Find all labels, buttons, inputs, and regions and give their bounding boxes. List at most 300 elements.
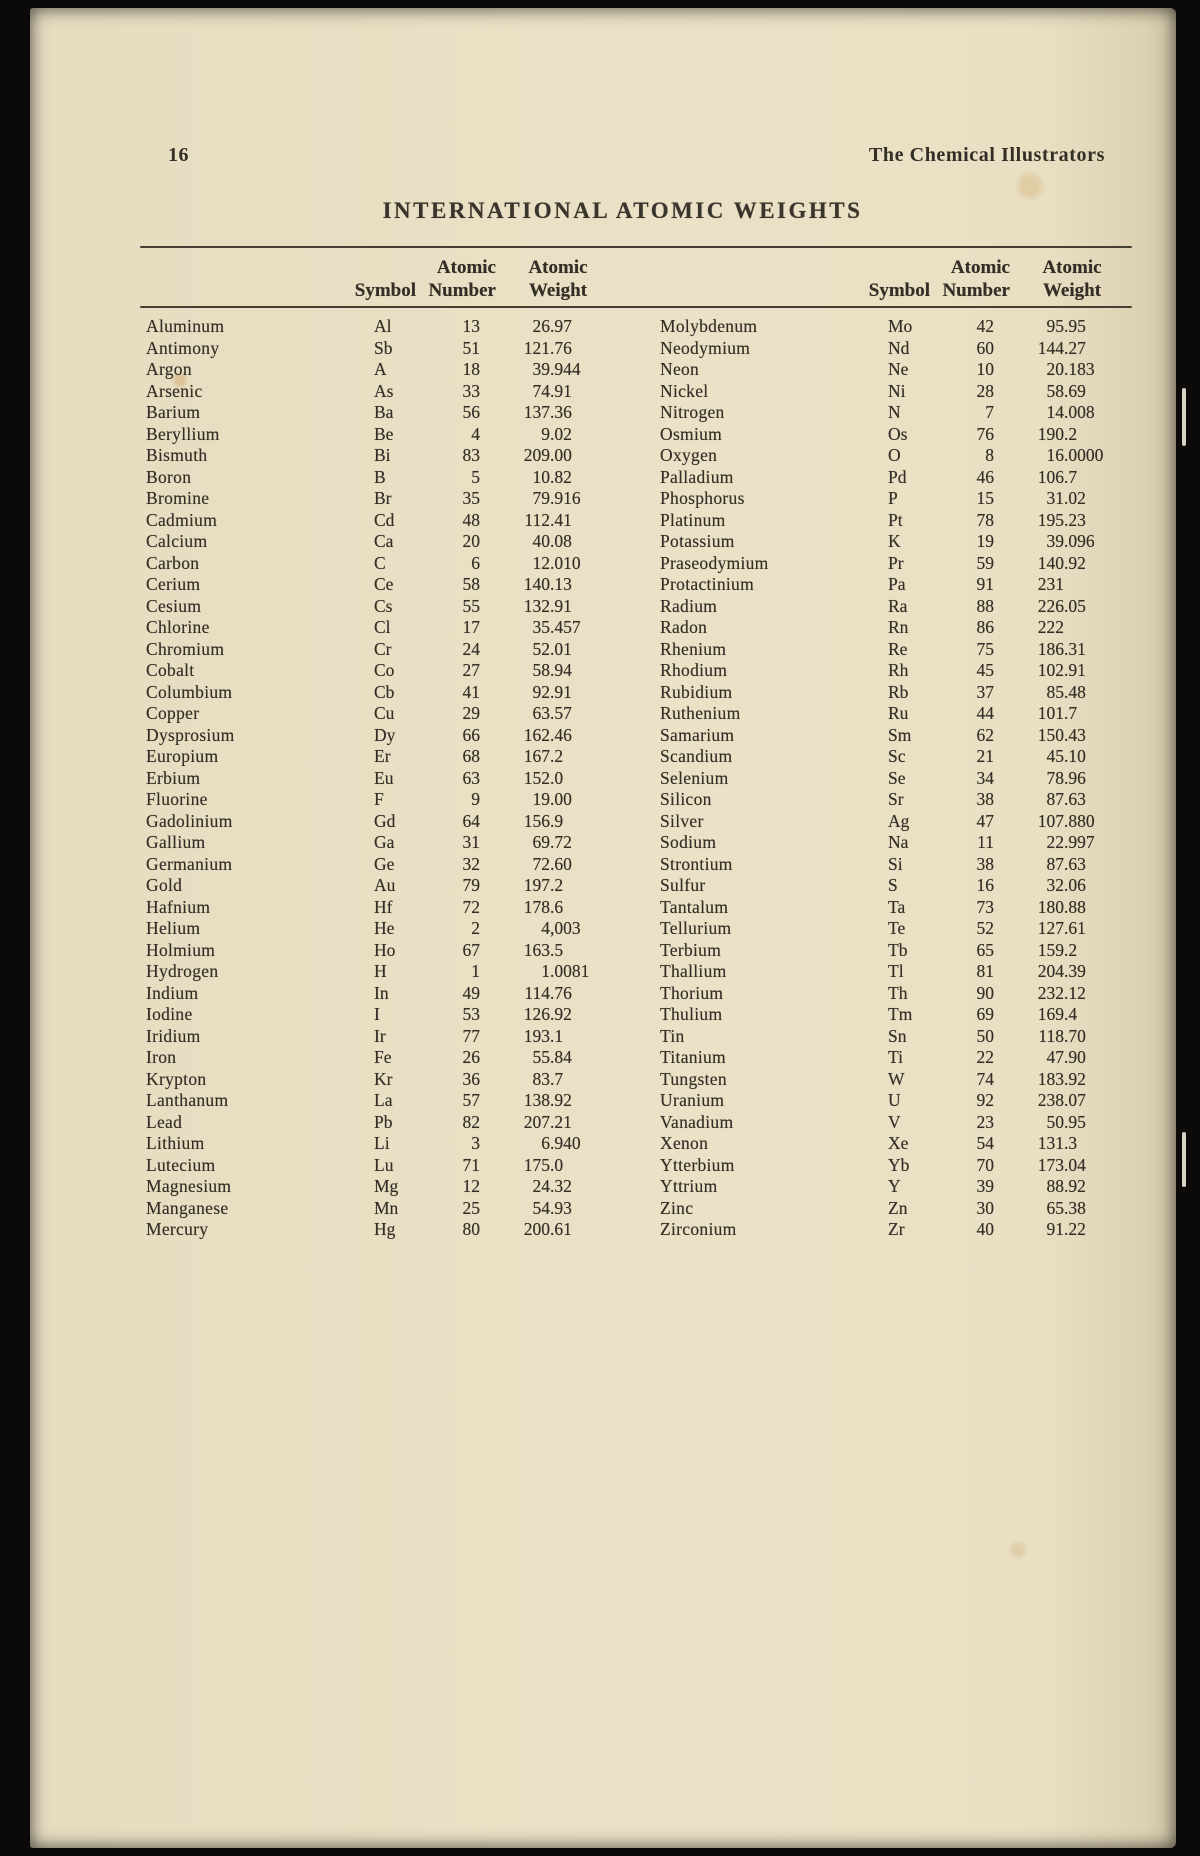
table-row	[140, 1176, 618, 1198]
element-symbol: Nd	[888, 337, 910, 358]
element-symbol: Kr	[374, 1068, 393, 1089]
element-atomic-weight: 24.32	[532, 1176, 572, 1196]
element-name: Beryllium	[146, 423, 220, 444]
element-symbol: Gd	[374, 810, 396, 831]
element-symbol: Ba	[374, 402, 394, 422]
element-name: Holmium	[146, 939, 216, 960]
element-atomic-number: 8	[985, 445, 994, 465]
element-name: Neodymium	[660, 337, 751, 358]
element-name: Cobalt	[146, 660, 195, 680]
table-column-left	[140, 316, 618, 1241]
element-atomic-weight: 162.46	[523, 724, 572, 745]
element-name: Selenium	[660, 767, 729, 788]
element-name: Dysprosium	[146, 724, 235, 745]
element-name: Lanthanum	[146, 1090, 229, 1110]
element-atomic-number: 27	[462, 660, 480, 680]
element-atomic-number: 38	[976, 789, 994, 809]
table-row	[140, 897, 618, 919]
element-atomic-number: 66	[462, 724, 480, 745]
element-atomic-weight: 88.92	[1046, 1176, 1086, 1196]
table-row	[654, 1176, 1132, 1198]
element-symbol: Er	[374, 746, 391, 766]
table-row	[140, 875, 618, 897]
element-name: Hydrogen	[146, 961, 219, 981]
element-atomic-number: 49	[462, 982, 480, 1003]
table-row	[654, 789, 1132, 811]
element-atomic-number: 71	[462, 1154, 480, 1175]
element-symbol: F	[374, 789, 384, 809]
element-name: Xenon	[660, 1133, 709, 1153]
element-name: Ruthenium	[660, 703, 741, 723]
element-atomic-weight: 40.08	[532, 531, 572, 551]
element-atomic-number: 51	[462, 337, 480, 358]
table-row	[140, 316, 618, 338]
element-symbol: Hg	[374, 1219, 396, 1239]
element-atomic-weight: 226.05	[1037, 595, 1086, 616]
table-row	[140, 1047, 618, 1069]
element-symbol: Ca	[374, 531, 394, 551]
element-symbol: I	[374, 1004, 380, 1024]
element-atomic-number: 59	[976, 552, 994, 573]
element-atomic-number: 28	[976, 380, 994, 401]
element-symbol: H	[374, 961, 387, 981]
table-row	[654, 402, 1132, 424]
element-symbol: Cd	[374, 509, 395, 530]
element-name: Palladium	[660, 466, 734, 487]
table-row	[654, 811, 1132, 833]
element-atomic-weight: 9.02	[541, 423, 572, 444]
element-name: Barium	[146, 402, 201, 422]
element-symbol: He	[374, 918, 395, 938]
element-atomic-number: 60	[976, 337, 994, 358]
element-symbol: Rn	[888, 617, 909, 637]
element-atomic-number: 31	[462, 832, 480, 852]
element-name: Phosphorus	[660, 488, 745, 508]
element-atomic-weight: 45.10	[1046, 746, 1086, 766]
table-row	[140, 854, 618, 876]
table-header-left	[140, 250, 618, 306]
element-name: Rhodium	[660, 660, 728, 680]
table-row	[654, 875, 1132, 897]
element-name: Tellurium	[660, 918, 732, 938]
table-row	[140, 703, 618, 725]
element-atomic-weight: 132.91	[523, 595, 572, 616]
element-symbol: U	[888, 1090, 901, 1110]
element-name: Radon	[660, 617, 708, 637]
table-row	[654, 596, 1132, 618]
element-atomic-weight: 47.90	[1046, 1047, 1086, 1067]
element-symbol: Lu	[374, 1154, 394, 1175]
element-name: Thorium	[660, 982, 724, 1003]
element-symbol: Sn	[888, 1025, 907, 1046]
element-atomic-number: 3	[471, 1133, 480, 1153]
table-row	[654, 1090, 1132, 1112]
element-symbol: N	[888, 402, 901, 422]
element-symbol: W	[888, 1068, 905, 1089]
table-row	[654, 1219, 1132, 1241]
table-row	[140, 531, 618, 553]
element-atomic-weight: 31.02	[1046, 488, 1086, 508]
table-row	[654, 854, 1132, 876]
element-symbol: Rb	[888, 681, 909, 702]
element-symbol: Te	[888, 918, 906, 938]
element-name: Lead	[146, 1111, 183, 1132]
element-atomic-number: 77	[462, 1025, 480, 1046]
table-row	[654, 961, 1132, 983]
element-atomic-number: 30	[976, 1197, 994, 1218]
element-name: Sodium	[660, 832, 717, 852]
element-atomic-number: 33	[462, 380, 480, 401]
element-name: Krypton	[146, 1068, 207, 1089]
element-symbol: Ta	[888, 896, 906, 917]
table-row	[140, 381, 618, 403]
element-atomic-number: 73	[976, 896, 994, 917]
table-row	[140, 1155, 618, 1177]
element-symbol: Au	[374, 875, 396, 895]
element-symbol: Y	[888, 1176, 901, 1196]
element-symbol: La	[374, 1090, 393, 1110]
element-symbol: K	[888, 531, 901, 551]
element-atomic-number: 50	[976, 1025, 994, 1046]
element-name: Fluorine	[146, 789, 208, 809]
element-atomic-weight: 222	[1037, 617, 1064, 637]
element-atomic-weight: 26.97	[532, 316, 572, 336]
element-atomic-weight: 72.60	[532, 853, 572, 874]
element-atomic-number: 63	[462, 767, 480, 788]
column-header-symbol: Symbol	[868, 280, 930, 301]
element-name: Columbium	[146, 681, 233, 702]
table-header-band	[140, 250, 1132, 306]
element-atomic-weight: 118.70	[1038, 1025, 1086, 1046]
element-name: Cerium	[146, 574, 201, 594]
table-row	[654, 510, 1132, 532]
element-atomic-number: 75	[976, 638, 994, 659]
element-name: Iron	[146, 1047, 177, 1067]
table-row	[654, 316, 1132, 338]
element-atomic-weight: 121.76	[523, 337, 572, 358]
element-atomic-number: 54	[976, 1133, 994, 1153]
table-row	[140, 1112, 618, 1134]
element-atomic-weight: 144.27	[1037, 337, 1086, 358]
element-atomic-number: 42	[976, 316, 994, 336]
element-atomic-number: 4	[471, 423, 480, 444]
element-symbol: V	[888, 1111, 901, 1132]
element-atomic-weight: 156.9	[523, 810, 564, 831]
element-name: Uranium	[660, 1090, 725, 1110]
table-row	[140, 811, 618, 833]
table-row	[654, 746, 1132, 768]
element-atomic-weight: 14.008	[1046, 402, 1095, 422]
element-name: Bismuth	[146, 445, 208, 465]
table-row	[654, 703, 1132, 725]
table-row	[140, 1069, 618, 1091]
element-atomic-number: 35	[462, 488, 480, 508]
table-row	[654, 768, 1132, 790]
element-atomic-weight: 16.0000	[1046, 445, 1104, 465]
element-name: Potassium	[660, 531, 735, 551]
element-atomic-number: 86	[976, 617, 994, 637]
element-name: Strontium	[660, 853, 733, 874]
element-atomic-number: 56	[462, 402, 480, 422]
table-row	[140, 1133, 618, 1155]
element-atomic-weight: 138.92	[523, 1090, 572, 1110]
element-atomic-number: 23	[976, 1111, 994, 1132]
element-atomic-number: 16	[976, 875, 994, 895]
page-edge-highlight	[1182, 1132, 1186, 1187]
table-row	[654, 682, 1132, 704]
table-row	[654, 1133, 1132, 1155]
element-atomic-weight: 74.91	[532, 380, 572, 401]
element-atomic-weight: 197.2	[523, 875, 564, 895]
element-atomic-number: 17	[462, 617, 480, 637]
element-symbol: B	[374, 466, 386, 487]
element-symbol: Be	[374, 423, 394, 444]
element-atomic-number: 52	[976, 918, 994, 938]
element-atomic-number: 29	[462, 703, 480, 723]
table-rule-under-header	[140, 306, 1132, 308]
element-symbol: C	[374, 552, 386, 573]
element-atomic-weight: 50.95	[1046, 1111, 1086, 1132]
element-atomic-weight: 63.57	[532, 703, 572, 723]
element-atomic-weight: 114.76	[524, 982, 572, 1003]
table-row	[140, 1004, 618, 1026]
element-symbol: Ru	[888, 703, 909, 723]
table-row	[140, 445, 618, 467]
element-atomic-number: 80	[462, 1219, 480, 1239]
element-atomic-number: 88	[976, 595, 994, 616]
element-atomic-weight: 4,003	[541, 918, 581, 938]
table-row	[140, 510, 618, 532]
element-name: Europium	[146, 746, 219, 766]
element-symbol: Eu	[374, 767, 394, 788]
element-atomic-weight: 6.940	[541, 1133, 581, 1153]
element-atomic-weight: 127.61	[1037, 918, 1086, 938]
element-symbol: Ge	[374, 853, 395, 874]
element-name: Samarium	[660, 724, 735, 745]
element-atomic-number: 5	[471, 466, 480, 487]
table-row	[140, 488, 618, 510]
element-symbol: Re	[888, 638, 908, 659]
element-atomic-number: 13	[462, 316, 480, 336]
element-atomic-number: 68	[462, 746, 480, 766]
element-atomic-weight: 186.31	[1037, 638, 1086, 659]
element-atomic-weight: 83.7	[532, 1068, 564, 1089]
table-row	[140, 660, 618, 682]
element-atomic-number: 91	[976, 574, 994, 594]
element-symbol: Co	[374, 660, 395, 680]
element-atomic-number: 21	[976, 746, 994, 766]
element-name: Bromine	[146, 488, 210, 508]
element-atomic-weight: 22.997	[1046, 832, 1095, 852]
element-name: Aluminum	[146, 316, 225, 336]
element-atomic-number: 6	[471, 552, 480, 573]
table-row	[140, 338, 618, 360]
element-name: Rhenium	[660, 638, 727, 659]
table-row	[140, 574, 618, 596]
element-name: Protactinium	[660, 574, 755, 594]
element-name: Calcium	[146, 531, 208, 551]
element-name: Cadmium	[146, 509, 218, 530]
element-atomic-weight: 35.457	[532, 617, 581, 637]
element-atomic-weight: 150.43	[1037, 724, 1086, 745]
table-column-right	[654, 316, 1132, 1241]
table-row	[140, 639, 618, 661]
element-symbol: Ne	[888, 359, 909, 379]
element-atomic-weight: 163.5	[523, 939, 564, 960]
table-row	[654, 359, 1132, 381]
element-atomic-weight: 232.12	[1037, 982, 1086, 1003]
element-atomic-weight: 112.41	[524, 509, 572, 530]
element-name: Lutecium	[146, 1154, 216, 1175]
element-symbol: Sr	[888, 789, 904, 809]
element-atomic-weight: 167.2	[523, 746, 564, 766]
table-row	[654, 531, 1132, 553]
element-name: Erbium	[146, 767, 201, 788]
element-atomic-number: 24	[462, 638, 480, 659]
element-atomic-number: 64	[462, 810, 480, 831]
element-atomic-number: 38	[976, 853, 994, 874]
element-symbol: Mn	[374, 1197, 399, 1218]
element-atomic-weight: 58.94	[532, 660, 572, 680]
element-atomic-weight: 152.0	[523, 767, 564, 788]
element-atomic-weight: 195.23	[1037, 509, 1086, 530]
element-atomic-number: 45	[976, 660, 994, 680]
element-symbol: Si	[888, 853, 903, 874]
element-atomic-number: 76	[976, 423, 994, 444]
table-row	[654, 1069, 1132, 1091]
page-header	[168, 144, 1105, 167]
table-row	[140, 1090, 618, 1112]
element-atomic-weight: 173.04	[1037, 1154, 1086, 1175]
table-body	[140, 316, 1132, 1241]
element-symbol: Cl	[374, 617, 391, 637]
element-symbol: Rh	[888, 660, 909, 680]
element-atomic-weight: 39.096	[1046, 531, 1095, 551]
column-header-atomic-weight: Atomic Weight	[1042, 257, 1102, 301]
element-atomic-number: 90	[976, 982, 994, 1003]
table-row	[654, 424, 1132, 446]
element-atomic-number: 10	[976, 359, 994, 379]
element-symbol: P	[888, 488, 898, 508]
element-atomic-weight: 91.22	[1046, 1219, 1086, 1239]
table-row	[654, 1047, 1132, 1069]
element-name: Copper	[146, 703, 200, 723]
element-symbol: Tb	[888, 939, 908, 960]
table-row	[654, 940, 1132, 962]
table-row	[654, 381, 1132, 403]
element-atomic-weight: 92.91	[532, 681, 572, 702]
element-atomic-weight: 101.7	[1037, 703, 1078, 723]
table-row	[654, 725, 1132, 747]
element-symbol: Ni	[888, 380, 906, 401]
table-row	[140, 918, 618, 940]
element-name: Tin	[660, 1025, 685, 1046]
element-symbol: Fe	[374, 1047, 392, 1067]
element-name: Antimony	[146, 337, 220, 358]
table-row	[140, 961, 618, 983]
element-atomic-weight: 20.183	[1046, 359, 1095, 379]
element-atomic-weight: 140.13	[523, 574, 572, 594]
element-atomic-weight: 178.6	[523, 896, 564, 917]
element-name: Nitrogen	[660, 402, 725, 422]
table-row	[654, 467, 1132, 489]
element-atomic-weight: 180.88	[1037, 896, 1086, 917]
element-symbol: Sm	[888, 724, 912, 745]
element-name: Titanium	[660, 1047, 726, 1067]
table-row	[140, 1026, 618, 1048]
element-symbol: Bi	[374, 445, 391, 465]
element-atomic-number: 34	[976, 767, 994, 788]
element-symbol: Ra	[888, 595, 908, 616]
element-name: Carbon	[146, 552, 200, 573]
table-row	[654, 488, 1132, 510]
element-symbol: Ag	[888, 810, 910, 831]
element-name: Thulium	[660, 1004, 723, 1024]
element-name: Germanium	[146, 853, 233, 874]
element-symbol: Mo	[888, 316, 913, 336]
page-edge-highlight	[1182, 388, 1186, 446]
element-atomic-number: 19	[976, 531, 994, 551]
table-row	[140, 1219, 618, 1241]
element-symbol: Ir	[374, 1025, 386, 1046]
element-atomic-number: 18	[462, 359, 480, 379]
element-name: Lithium	[146, 1133, 205, 1153]
element-symbol: Al	[374, 316, 392, 336]
element-name: Radium	[660, 595, 718, 616]
element-atomic-weight: 169.4	[1037, 1004, 1078, 1024]
element-name: Oxygen	[660, 445, 718, 465]
element-symbol: Ti	[888, 1047, 903, 1067]
element-atomic-number: 55	[462, 595, 480, 616]
table-row	[140, 1198, 618, 1220]
element-atomic-weight: 231	[1037, 574, 1064, 594]
element-symbol: Sc	[888, 746, 906, 766]
table-row	[140, 359, 618, 381]
element-atomic-weight: 209.00	[523, 445, 572, 465]
page-number: 16	[168, 144, 189, 166]
element-name: Osmium	[660, 423, 723, 444]
column-header-atomic-number: Atomic Number	[428, 257, 496, 301]
table-row	[654, 1112, 1132, 1134]
element-name: Silver	[660, 810, 704, 831]
element-name: Arsenic	[146, 380, 203, 401]
element-atomic-weight: 85.48	[1046, 681, 1086, 702]
element-atomic-weight: 58.69	[1046, 380, 1086, 401]
element-atomic-number: 7	[985, 402, 994, 422]
column-header-atomic-number: Atomic Number	[942, 257, 1010, 301]
element-atomic-number: 22	[976, 1047, 994, 1067]
element-symbol: Tm	[888, 1004, 913, 1024]
table-row	[140, 402, 618, 424]
element-name: Gold	[146, 875, 183, 895]
element-atomic-weight: 95.95	[1046, 316, 1086, 336]
table-row	[654, 897, 1132, 919]
element-atomic-weight: 183.92	[1037, 1068, 1086, 1089]
element-symbol: Th	[888, 982, 908, 1003]
element-symbol: Ho	[374, 939, 396, 960]
element-symbol: Mg	[374, 1176, 399, 1196]
element-name: Molybdenum	[660, 316, 758, 336]
element-symbol: Ce	[374, 574, 394, 594]
element-atomic-number: 47	[976, 810, 994, 831]
element-symbol: S	[888, 875, 898, 895]
element-symbol: Pb	[374, 1111, 393, 1132]
element-atomic-number: 36	[462, 1068, 480, 1089]
element-name: Thallium	[660, 961, 727, 981]
element-symbol: Na	[888, 832, 909, 852]
element-symbol: Cu	[374, 703, 395, 723]
element-atomic-weight: 207.21	[523, 1111, 572, 1132]
